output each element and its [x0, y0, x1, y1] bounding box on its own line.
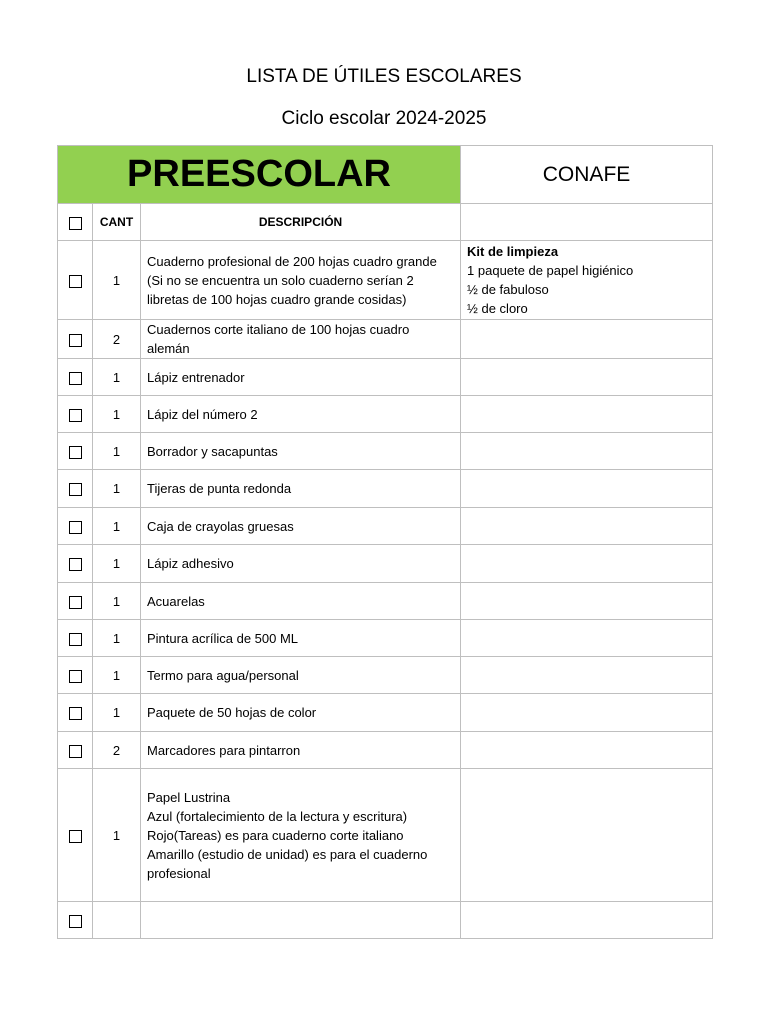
table-row	[58, 545, 713, 583]
item-checkbox[interactable]	[69, 707, 82, 720]
item-checkbox[interactable]	[69, 830, 82, 843]
item-quantity: 1	[93, 545, 141, 583]
item-quantity: 2	[93, 320, 141, 359]
item-quantity: 1	[93, 508, 141, 545]
checkbox-cell	[58, 732, 93, 769]
table-row	[58, 508, 713, 545]
item-description: Cuadernos corte italiano de 100 hojas cuadro alemán	[141, 320, 461, 359]
table-row	[58, 241, 713, 320]
checkbox-cell	[58, 241, 93, 320]
notes-cell	[461, 433, 713, 470]
table-row	[58, 902, 713, 939]
checkbox-cell	[58, 359, 93, 396]
header-checkbox-cell	[58, 204, 93, 241]
cleaning-kit-item: 1 paquete de papel higiénico	[467, 263, 634, 278]
checkbox-cell	[58, 620, 93, 657]
table-row	[58, 657, 713, 694]
item-quantity: 1	[93, 620, 141, 657]
table-row	[58, 694, 713, 732]
notes-cell	[461, 241, 713, 320]
cleaning-kit-item: ½ de fabuloso	[467, 282, 549, 297]
notes-cell	[461, 769, 713, 902]
notes-cell	[461, 359, 713, 396]
checkbox-cell	[58, 396, 93, 433]
notes-cell	[461, 902, 713, 939]
item-description: Caja de crayolas gruesas	[141, 508, 461, 545]
checkbox-cell	[58, 694, 93, 732]
cleaning-kit-title: Kit de limpieza	[467, 244, 559, 259]
item-description: Cuaderno profesional de 200 hojas cuadro grande (Si no se encuentra un solo cuaderno serían 2 libretas de 100 hojas cuadro grande cosidas)	[141, 241, 461, 320]
description-column-header: DESCRIPCIÓN	[141, 204, 461, 241]
notes-cell	[461, 508, 713, 545]
item-checkbox[interactable]	[69, 483, 82, 496]
notes-cell	[461, 694, 713, 732]
checkbox-cell	[58, 657, 93, 694]
item-quantity: 1	[93, 769, 141, 902]
item-description	[141, 902, 461, 939]
item-checkbox[interactable]	[69, 372, 82, 385]
cleaning-kit-item: ½ de cloro	[467, 301, 528, 316]
checkbox-cell	[58, 902, 93, 939]
item-description: Termo para agua/personal	[141, 657, 461, 694]
item-checkbox[interactable]	[69, 446, 82, 459]
notes-cell	[461, 657, 713, 694]
program-label: CONAFE	[461, 146, 713, 204]
qty-column-header: CANT	[93, 204, 141, 241]
table-row	[58, 433, 713, 470]
item-quantity: 1	[93, 396, 141, 433]
item-checkbox[interactable]	[69, 521, 82, 534]
table-row	[58, 620, 713, 657]
item-description: Paquete de 50 hojas de color	[141, 694, 461, 732]
item-description: Lápiz entrenador	[141, 359, 461, 396]
level-banner: PREESCOLAR	[58, 146, 461, 204]
item-quantity: 1	[93, 583, 141, 620]
checkbox-cell	[58, 583, 93, 620]
header-row	[58, 204, 713, 241]
item-quantity: 1	[93, 694, 141, 732]
checkbox-cell	[58, 320, 93, 359]
supplies-table	[57, 145, 713, 939]
item-quantity: 1	[93, 433, 141, 470]
school-year-subtitle: Ciclo escolar 2024-2025	[281, 108, 487, 129]
table-row	[58, 583, 713, 620]
item-checkbox[interactable]	[69, 670, 82, 683]
item-quantity: 1	[93, 359, 141, 396]
table-row	[58, 732, 713, 769]
item-checkbox[interactable]	[69, 596, 82, 609]
item-description: Pintura acrílica de 500 ML	[141, 620, 461, 657]
item-description: Lápiz del número 2	[141, 396, 461, 433]
extra-column-header	[461, 204, 713, 241]
checkbox-cell	[58, 508, 93, 545]
notes-cell	[461, 583, 713, 620]
item-description: Papel Lustrina Azul (fortalecimiento de la lectura y escritura) Rojo(Tareas) es para cuaderno corte italiano Amarillo (estudio de unidad) es para el cuaderno profesional	[141, 769, 461, 902]
notes-cell	[461, 470, 713, 508]
item-quantity: 1	[93, 657, 141, 694]
item-checkbox[interactable]	[69, 334, 82, 347]
item-description: Borrador y sacapuntas	[141, 433, 461, 470]
notes-cell	[461, 620, 713, 657]
notes-cell	[461, 320, 713, 359]
item-checkbox[interactable]	[69, 633, 82, 646]
item-checkbox[interactable]	[69, 745, 82, 758]
item-checkbox[interactable]	[69, 409, 82, 422]
item-quantity: 2	[93, 732, 141, 769]
notes-cell	[461, 545, 713, 583]
item-description: Acuarelas	[141, 583, 461, 620]
table-row	[58, 320, 713, 359]
checkbox-cell	[58, 433, 93, 470]
table-row	[58, 359, 713, 396]
item-description: Tijeras de punta redonda	[141, 470, 461, 508]
item-checkbox[interactable]	[69, 915, 82, 928]
notes-cell	[461, 396, 713, 433]
banner-row	[58, 146, 713, 204]
item-checkbox[interactable]	[69, 275, 82, 288]
table-row	[58, 470, 713, 508]
header-checkbox[interactable]	[69, 217, 82, 230]
item-quantity: 1	[93, 470, 141, 508]
notes-cell	[461, 732, 713, 769]
checkbox-cell	[58, 769, 93, 902]
document-title: LISTA DE ÚTILES ESCOLARES	[246, 66, 522, 87]
item-description: Lápiz adhesivo	[141, 545, 461, 583]
item-description: Marcadores para pintarron	[141, 732, 461, 769]
item-quantity	[93, 902, 141, 939]
checkbox-cell	[58, 470, 93, 508]
item-quantity: 1	[93, 241, 141, 320]
table-row	[58, 396, 713, 433]
item-checkbox[interactable]	[69, 558, 82, 571]
checkbox-cell	[58, 545, 93, 583]
table-row	[58, 769, 713, 902]
